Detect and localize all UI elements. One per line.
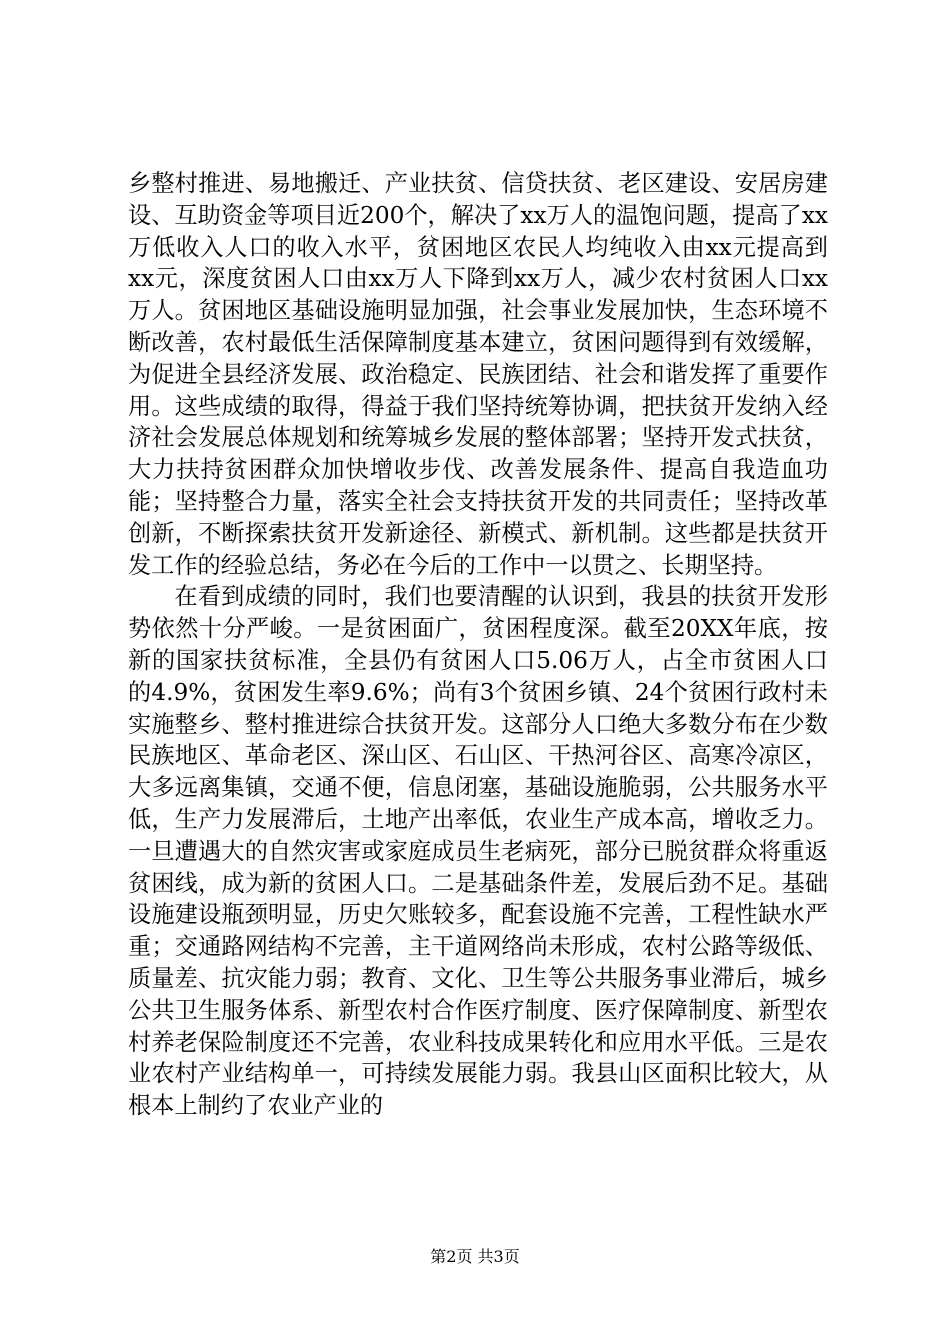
paragraph-achievements-and-challenges: 在看到成绩的同时，我们也要清醒的认识到，我县的扶贫开发形势依然十分严峻。一是贫困面广，贫困程度深。截至20XX年底，按新的国家扶贫标准，全县仍有贫困人口5.06万人，占全市贫困人口的4.9%，贫困发生率9.6%；尚有3个贫困乡镇、24个贫困行政村未实施整乡、整村推进综合扶贫开发。这部分人口绝大多数分布在少数民族地区、革命老区、深山区、石山区、干热河谷区、高寒冷凉区，大多远离集镇，交通不便，信息闭塞，基础设施脆弱，公共服务水平低，生产力发展滞后，土地产出率低，农业生产成本高，增收乏力。一旦遭遇大的自然灾害或家庭成员生老病死，部分已脱贫群众将重返贫困线，成为新的贫困人口。二是基础条件差，发展后劲不足。基础设施建设瓶颈明显，历史欠账较多，配套设施不完善，工程性缺水严重；交通路网结构不完善，主干道网络尚未形成，农村公路等级低、质量差、抗灾能力弱；教育、文化、卫生等公共服务事业滞后，城乡公共卫生服务体系、新型农村合作医疗制度、医疗保障制度、新型农村养老保险制度还不完善，农业科技成果转化和应用水平低。三是农业农村产业结构单一，可持续发展能力弱。我县山区面积比较大，从根本上制约了农业产业的 [128,583,828,1120]
document-body [128,168,828,1122]
page-footer [0,1246,950,1268]
page-number-label: 第2页 共3页 [430,1247,520,1266]
paragraph-continued: 乡整村推进、易地搬迁、产业扶贫、信贷扶贫、老区建设、安居房建设、互助资金等项目近200个，解决了xx万人的温饱问题，提高了xx万低收入人口的收入水平，贫困地区农民人均纯收入由xx元提高到xx元，深度贫困人口由xx万人下降到xx万人，减少农村贫困人口xx万人。贫困地区基础设施明显加强，社会事业发展加快，生态环境不断改善，农村最低生活保障制度基本建立，贫困问题得到有效缓解，为促进全县经济发展、政治稳定、民族团结、社会和谐发挥了重要作用。这些成绩的取得，得益于我们坚持统筹协调，把扶贫开发纳入经济社会发展总体规划和统筹城乡发展的整体部署；坚持开发式扶贫，大力扶持贫困群众加快增收步伐、改善发展条件、提高自我造血功能；坚持整合力量，落实全社会支持扶贫开发的共同责任；坚持改革创新，不断探索扶贫开发新途径、新模式、新机制。这些都是扶贫开发工作的经验总结，务必在今后的工作中一以贯之、长期坚持。 [128,170,828,579]
